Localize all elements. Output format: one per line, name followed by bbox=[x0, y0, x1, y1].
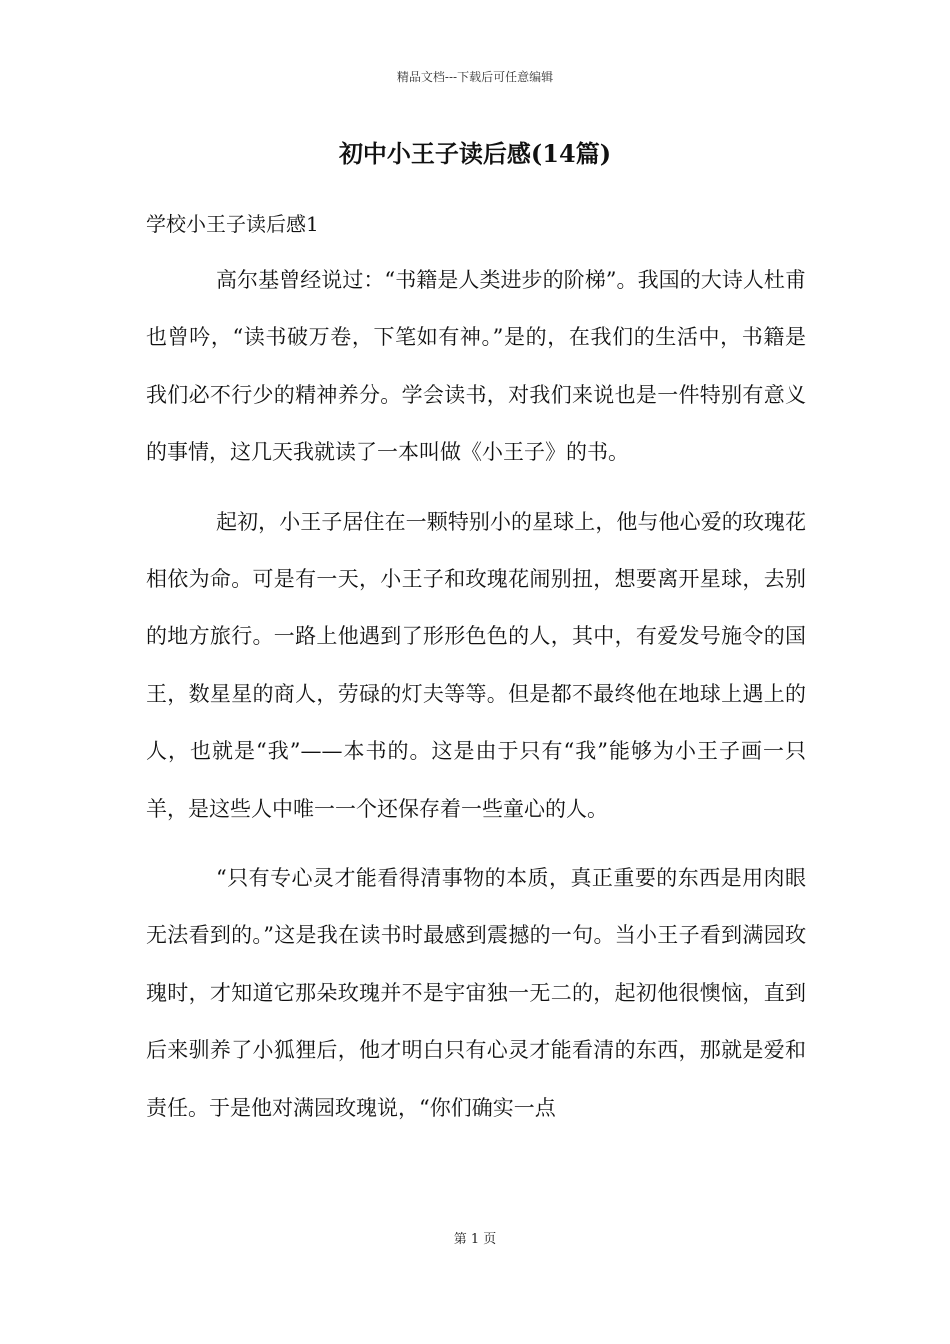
paragraph-3: “只有专心灵才能看得清事物的本质，真正重要的东西是用肉眼无法看到的。”这是我在读书时最感到震撼的一句。当小王子看到满园玫瑰时，才知道它那朵玫瑰并不是宇宙独一无二的，起初他很懊恼，直到后来驯养了小狐狸后，他才明白只有心灵才能看清的东西，那就是爱和责任。于是他对满园玫瑰说，“你们确实一点 bbox=[146, 866, 806, 1120]
header-note: 精品文档---下载后可任意编辑 bbox=[396, 70, 554, 84]
document-title: 初中小王子读后感(14篇) bbox=[338, 139, 612, 168]
page-number: 第 1 页 bbox=[453, 1232, 497, 1247]
document-body bbox=[146, 200, 806, 1137]
paragraph-2: 起初，小王子居住在一颗特别小的星球上，他与他心爱的玫瑰花相依为命。可是有一天，小王子和玫瑰花闹别扭，想要离开星球，去别的地方旅行。一路上他遇到了形形色色的人，其中，有爱发号施令的国王，数星星的商人，劳碌的灯夫等等。但是都不最终他在地球上遇上的人，也就是“我”——本书的。这是由于只有“我”能够为小王子画一只羊，是这些人中唯一一个还保存着一些童心的人。 bbox=[146, 509, 806, 821]
paragraph-1: 高尔基曾经说过：“书籍是人类进步的阶梯”。我国的大诗人杜甫也曾吟，“读书破万卷，下笔如有神。”是的，在我们的生活中，书籍是我们必不行少的精神养分。学会读书，对我们来说也是一件特别有意义的事情，这几天我就读了一本叫做《小王子》的书。 bbox=[146, 268, 806, 465]
section-heading: 学校小王子读后感1 bbox=[146, 212, 319, 236]
